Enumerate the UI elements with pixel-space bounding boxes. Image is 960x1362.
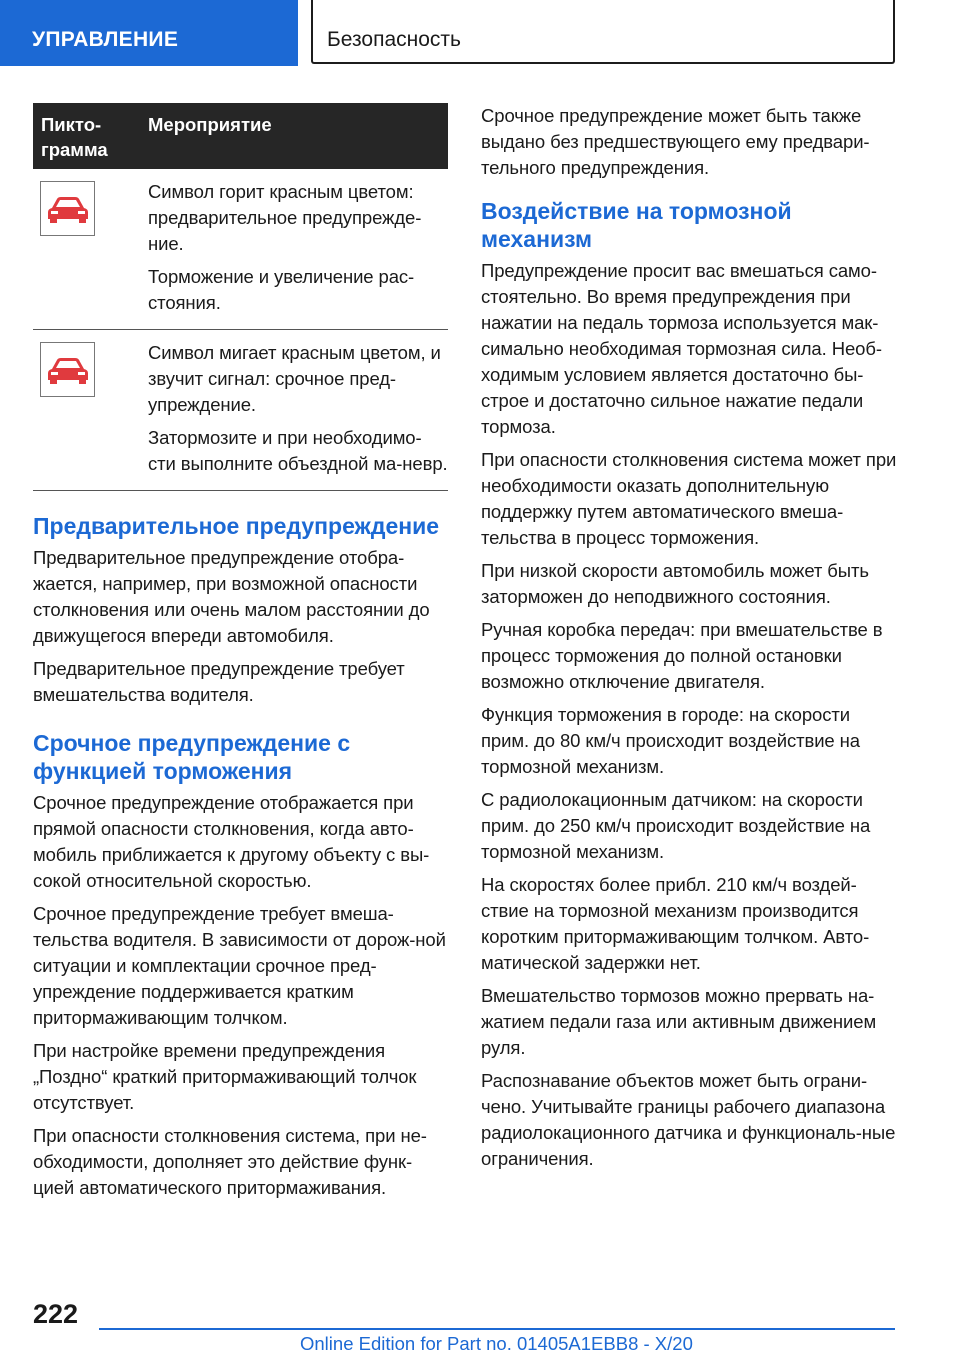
paragraph: При низкой скорости автомобиль может быть заторможен до неподвижного состояния. [481,560,869,607]
section-title: УПРАВЛЕНИЕ [32,28,179,51]
right-column [481,103,897,1179]
paragraph: Срочное предупреждение отображается при прямой опасности столкновения, когда авто-мобиль приближается к другому объекту с вы-сокой относительной скоростью. [33,792,430,891]
section-tab[interactable] [0,0,298,66]
chapter-header [311,0,895,64]
column-header-pictogram: Пикто- грамма [41,114,108,160]
paragraph: Распознавание объектов может быть ограни-чено. Учитывайте границы рабочего диапазона радиолокационного датчика и функциональ-ные ограничения. [481,1070,896,1169]
paragraph: При опасности столкновения система может при необходимости оказать дополнительную поддержку путем автоматического вмеша-тельства в процесс торможения. [481,449,897,548]
paragraph: Предварительное предупреждение отобра-жается, например, при возможной опасности столкновения или очень малом расстоянии до движущегося впереди автомобиля. [33,547,430,646]
car-warning-icon [40,181,95,236]
column-header-action: Мероприятие [148,114,272,135]
table-cell-text: Затормозите и при необходимо-сти выполните объездной ма-невр. [148,427,448,474]
paragraph: При опасности столкновения система, при не-обходимости, дополняет это действие функ-цией автоматического притормаживания. [33,1125,427,1198]
table-header [33,103,448,169]
section-heading-acute-warning: Срочное предупреждение с функцией торможения [33,730,351,784]
paragraph: Предварительное предупреждение требует вмешательства водителя. [33,658,405,705]
paragraph: Функция торможения в городе: на скорости прим. до 80 км/ч происходит воздействие на тормозной механизм. [481,704,860,777]
table-cell-text: Символ мигает красным цветом, и звучит сигнал: срочное пред-упреждение. [148,342,441,415]
paragraph: Срочное предупреждение может быть также выдано без предшествующего ему предвари-тельного предупреждения. [481,105,870,178]
paragraph: С радиолокационным датчиком: на скорости прим. до 250 км/ч происходит воздействие на тормозной механизм. [481,789,871,862]
table-row [33,330,448,491]
paragraph: При настройке времени предупреждения „Поздно“ краткий притормаживающий толчок отсутствует. [33,1040,417,1113]
car-warning-icon [40,342,95,397]
footer-divider [99,1328,895,1330]
table-row [33,169,448,330]
paragraph: Вмешательство тормозов можно прервать на-жатием педали газа или активным движением руля. [481,985,877,1058]
pictogram-table [33,103,448,491]
section-heading-brake-intervention: Воздействие на тормозной механизм [481,198,792,252]
table-cell-text: Торможение и увеличение рас-стояния. [148,266,415,313]
chapter-title: Безопасность [327,28,461,51]
left-column [33,103,448,1208]
paragraph: На скоростях более прибл. 210 км/ч воздей-ствие на тормозной механизм производится коротким притормаживающим толчком. Авто-матической задержки нет. [481,874,870,973]
section-heading-pre-warning: Предварительное предупреждение [33,513,440,539]
table-cell-text: Символ горит красным цветом: предварительное предупрежде-ние. [148,181,422,254]
edition-note: Online Edition for Part no. 01405A1EBB8 - X/20 [300,1333,693,1354]
paragraph: Предупреждение просит вас вмешаться само-стоятельно. Во время предупреждения при нажатии на педаль тормоза используется мак-симально необходимая тормозная сила. Необ-ходимым условием является достаточно бы-строе и достаточно сильное нажатие педали тормоза. [481,260,882,437]
paragraph: Ручная коробка передач: при вмешательстве в процесс торможения до полной остановки возможно отключение двигателя. [481,619,883,692]
paragraph: Срочное предупреждение требует вмеша-тельства водителя. В зависимости от дорож-ной ситуации и комплектации срочное пред-упреждение поддерживается кратким притормаживающим толчком. [33,903,446,1028]
page-number: 222 [33,1299,79,1329]
